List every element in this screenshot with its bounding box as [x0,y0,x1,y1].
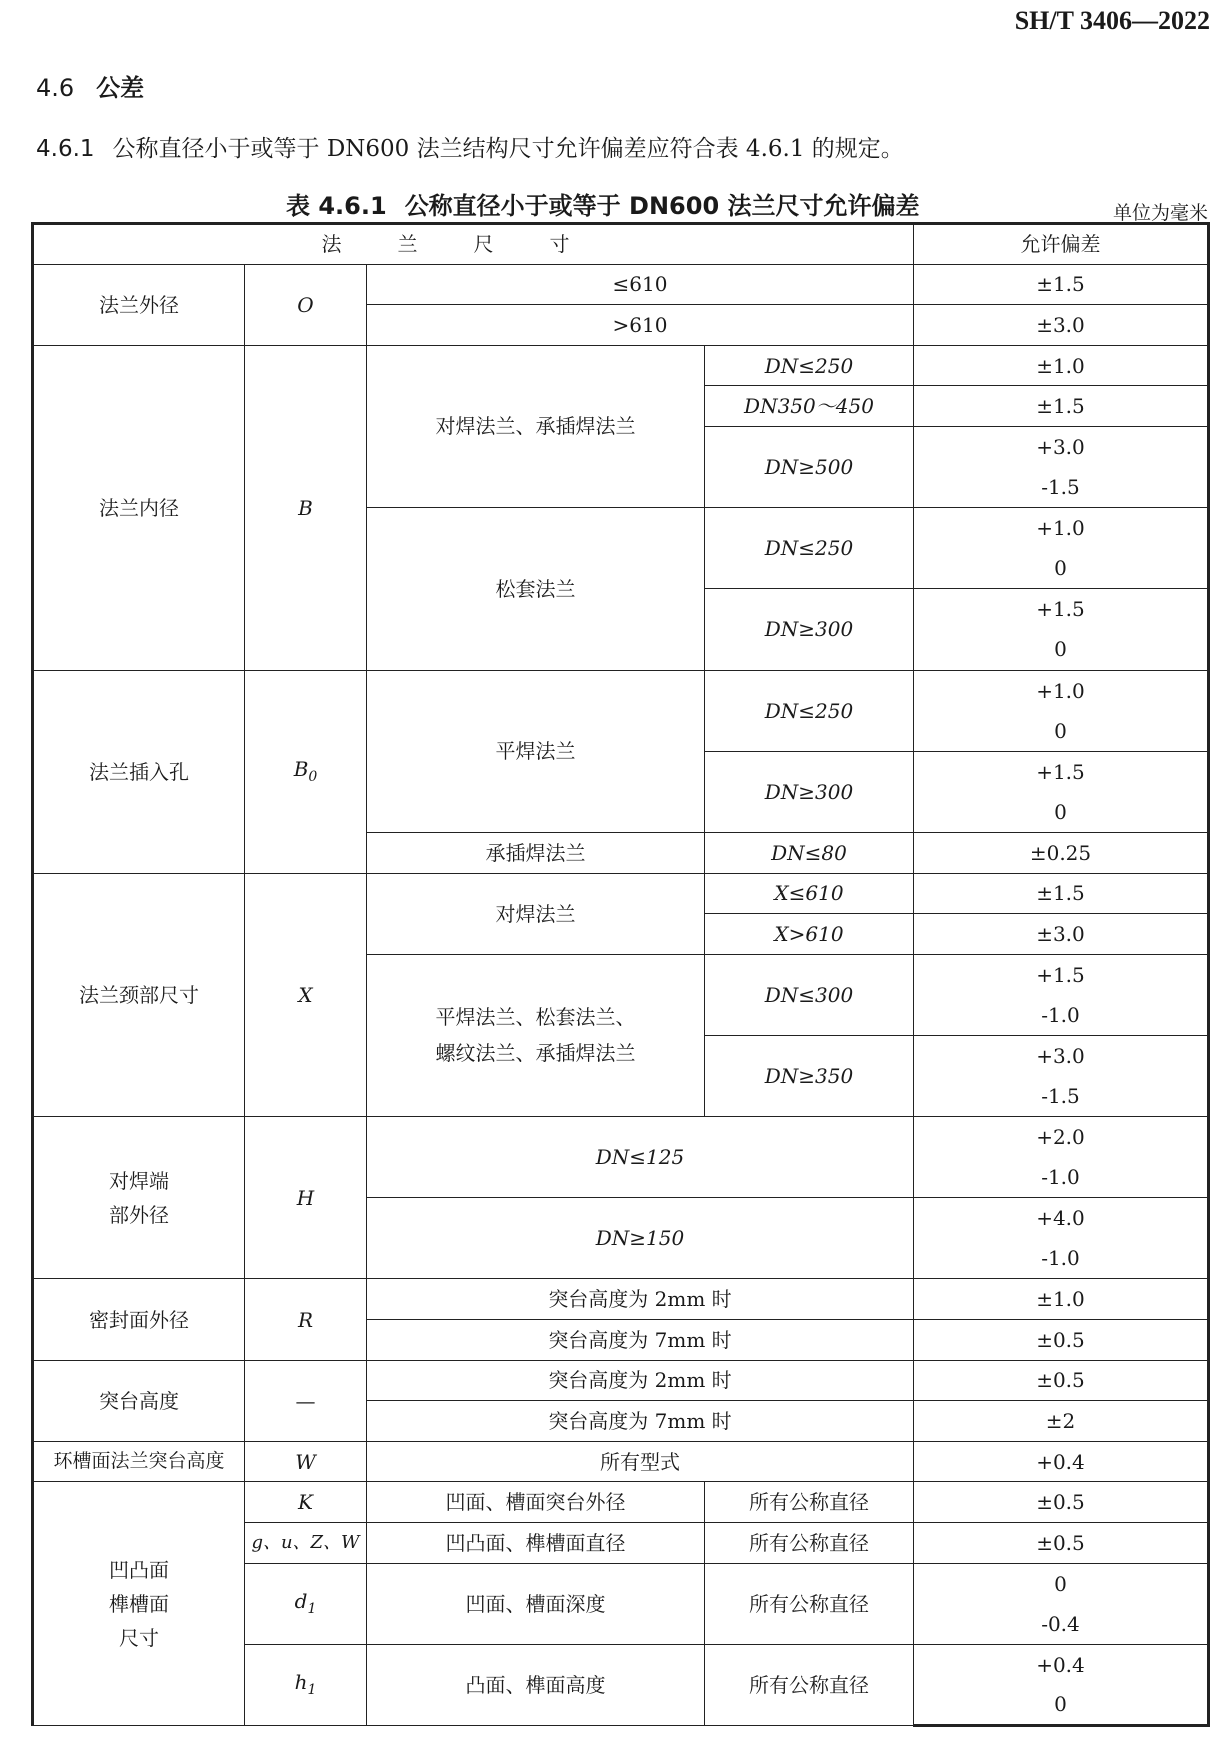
row-name: 突台高度 [33,1360,245,1441]
condition-cell: >610 [367,305,914,346]
table-unit: 单位为毫米 [1112,202,1208,224]
row-name-line: 凹凸面 [109,1557,169,1582]
tolerance-cell: ±2 [914,1401,1209,1442]
table-row [33,1279,1209,1320]
dn-cell: DN≤300 [705,954,914,1035]
tolerance-cell: ±3.0 [914,914,1209,955]
header-tolerance: 允许偏差 [914,224,1209,265]
tolerance-cell: ±0.25 [914,832,1209,873]
tolerance-lower: 0 [914,1685,1209,1726]
tolerance-cell: ±1.0 [914,1279,1209,1320]
row-name: 法兰插入孔 [33,670,245,873]
condition-cell: 突台高度为 7mm 时 [367,1401,914,1442]
tolerance-cell: ±1.5 [914,386,1209,427]
table-row [33,670,1209,711]
table-caption: 公称直径小于或等于 DN600 法兰尺寸允许偏差 [404,192,920,220]
tolerance-lower: -1.0 [914,1157,1209,1198]
tolerance-cell: ±1.5 [914,264,1209,305]
row-name-line: 对焊端 [109,1168,169,1193]
header-dimension: 法兰尺寸 [33,224,914,265]
dn-cell: 所有公称直径 [705,1644,914,1725]
tolerance-lower: -0.4 [914,1604,1209,1645]
row-symbol: B [245,345,367,670]
tolerance-table [31,222,1210,1727]
dn-cell: DN≤250 [705,670,914,751]
row-symbol: $B_0$ [245,670,367,873]
flange-type-cell [367,954,705,1116]
table-row [33,264,1209,305]
row-name: 法兰内径 [33,345,245,670]
dn-cell: DN≥350 [705,1035,914,1116]
tolerance-cell: ±3.0 [914,305,1209,346]
table-number: 表 4.6.1 [286,192,387,220]
tolerance-lower: 0 [914,711,1209,752]
row-symbol: $d_1$ [245,1563,367,1644]
flange-type-cell: 松套法兰 [367,508,705,670]
dn-cell: DN≤250 [705,508,914,589]
tolerance-lower: -1.5 [914,1076,1209,1117]
tolerance-cell: ±1.0 [914,345,1209,386]
clause-text: 公称直径小于或等于 DN600 法兰结构尺寸允许偏差应符合表 4.6.1 的规定。 [112,136,904,162]
tolerance-cell: ±1.5 [914,873,1209,914]
tolerance-cell: ±0.5 [914,1320,1209,1361]
tolerance-upper: +2.0 [914,1117,1209,1158]
table-row [33,1360,1209,1401]
section-title: 公差 [96,74,145,102]
dn-cell: DN≥150 [367,1198,914,1279]
row-symbol: — [245,1360,367,1441]
row-name: 法兰颈部尺寸 [33,873,245,1117]
row-name: 法兰外径 [33,264,245,345]
condition-cell: 突台高度为 2mm 时 [367,1279,914,1320]
condition-cell: ≤610 [367,264,914,305]
dn-cell: 所有公称直径 [705,1523,914,1564]
tolerance-cell: ±0.5 [914,1360,1209,1401]
flange-type-cell: 平焊法兰 [367,670,705,832]
table-row [33,345,1209,386]
row-symbol: H [245,1117,367,1279]
flange-type-cell: 对焊法兰 [367,873,705,954]
tolerance-upper: +3.0 [914,426,1209,467]
table-row [33,1117,1209,1158]
tolerance-lower: -1.0 [914,995,1209,1036]
tolerance-lower: -1.0 [914,1238,1209,1279]
tolerance-upper: +4.0 [914,1198,1209,1239]
flange-type-cell: 承插焊法兰 [367,832,705,873]
section-heading [36,68,144,103]
table-row [33,1441,1209,1482]
row-name [33,1117,245,1279]
tolerance-upper: 0 [914,1563,1209,1604]
row-name-line: 榫槽面 [109,1591,169,1616]
row-symbol: X [245,873,367,1117]
row-symbol: g、u、Z、W [245,1523,367,1564]
table-row [33,873,1209,914]
row-name [33,1482,245,1726]
dn-cell: DN≥300 [705,751,914,832]
section-number: 4.6 [36,74,75,102]
dn-cell: DN≤80 [705,832,914,873]
condition-cell: 凸面、榫面高度 [367,1644,705,1725]
tolerance-upper: +1.5 [914,589,1209,630]
dn-cell: DN350～450 [705,386,914,427]
table-title [286,186,920,221]
dn-cell: 所有公称直径 [705,1563,914,1644]
tolerance-lower: 0 [914,792,1209,833]
row-name-line: 尺寸 [119,1625,159,1650]
clause-paragraph [36,130,904,163]
dn-cell: DN≥300 [705,589,914,670]
condition-cell: 凹面、槽面突台外径 [367,1482,705,1523]
tolerance-lower: 0 [914,629,1209,670]
condition-cell: 突台高度为 7mm 时 [367,1320,914,1361]
condition-cell: X>610 [705,914,914,955]
tolerance-upper: +1.0 [914,508,1209,549]
tolerance-lower: 0 [914,548,1209,589]
condition-cell: 所有型式 [367,1441,914,1482]
flange-type-line: 平焊法兰、松套法兰、 [435,1005,636,1030]
row-name: 环槽面法兰突台高度 [33,1441,245,1482]
condition-cell: 突台高度为 2mm 时 [367,1360,914,1401]
row-symbol: K [245,1482,367,1523]
dn-cell: DN≤125 [367,1117,914,1198]
tolerance-upper: +1.0 [914,670,1209,711]
row-symbol: $h_1$ [245,1644,367,1725]
table-header-row [33,224,1209,265]
dn-cell: DN≥500 [705,426,914,507]
flange-type-line: 螺纹法兰、承插焊法兰 [435,1041,636,1066]
row-name: 密封面外径 [33,1279,245,1360]
tolerance-upper: +3.0 [914,1035,1209,1076]
tolerance-lower: -1.5 [914,467,1209,508]
tolerance-cell: +0.4 [914,1441,1209,1482]
condition-cell: 凹面、槽面深度 [367,1563,705,1644]
dn-cell: 所有公称直径 [705,1482,914,1523]
tolerance-cell: ±0.5 [914,1482,1209,1523]
row-symbol: R [245,1279,367,1360]
condition-cell: 凹凸面、榫槽面直径 [367,1523,705,1564]
standard-code: SH/T 3406—2022 [1014,6,1210,35]
row-symbol: W [245,1441,367,1482]
dn-cell: DN≤250 [705,345,914,386]
row-name-line: 部外径 [109,1202,169,1227]
tolerance-upper: +1.5 [914,954,1209,995]
tolerance-upper: +1.5 [914,751,1209,792]
tolerance-cell: ±0.5 [914,1523,1209,1564]
flange-type-cell: 对焊法兰、承插焊法兰 [367,345,705,507]
table-row [33,1482,1209,1523]
row-symbol: O [245,264,367,345]
condition-cell: X≤610 [705,873,914,914]
clause-number: 4.6.1 [36,136,95,162]
tolerance-upper: +0.4 [914,1644,1209,1685]
